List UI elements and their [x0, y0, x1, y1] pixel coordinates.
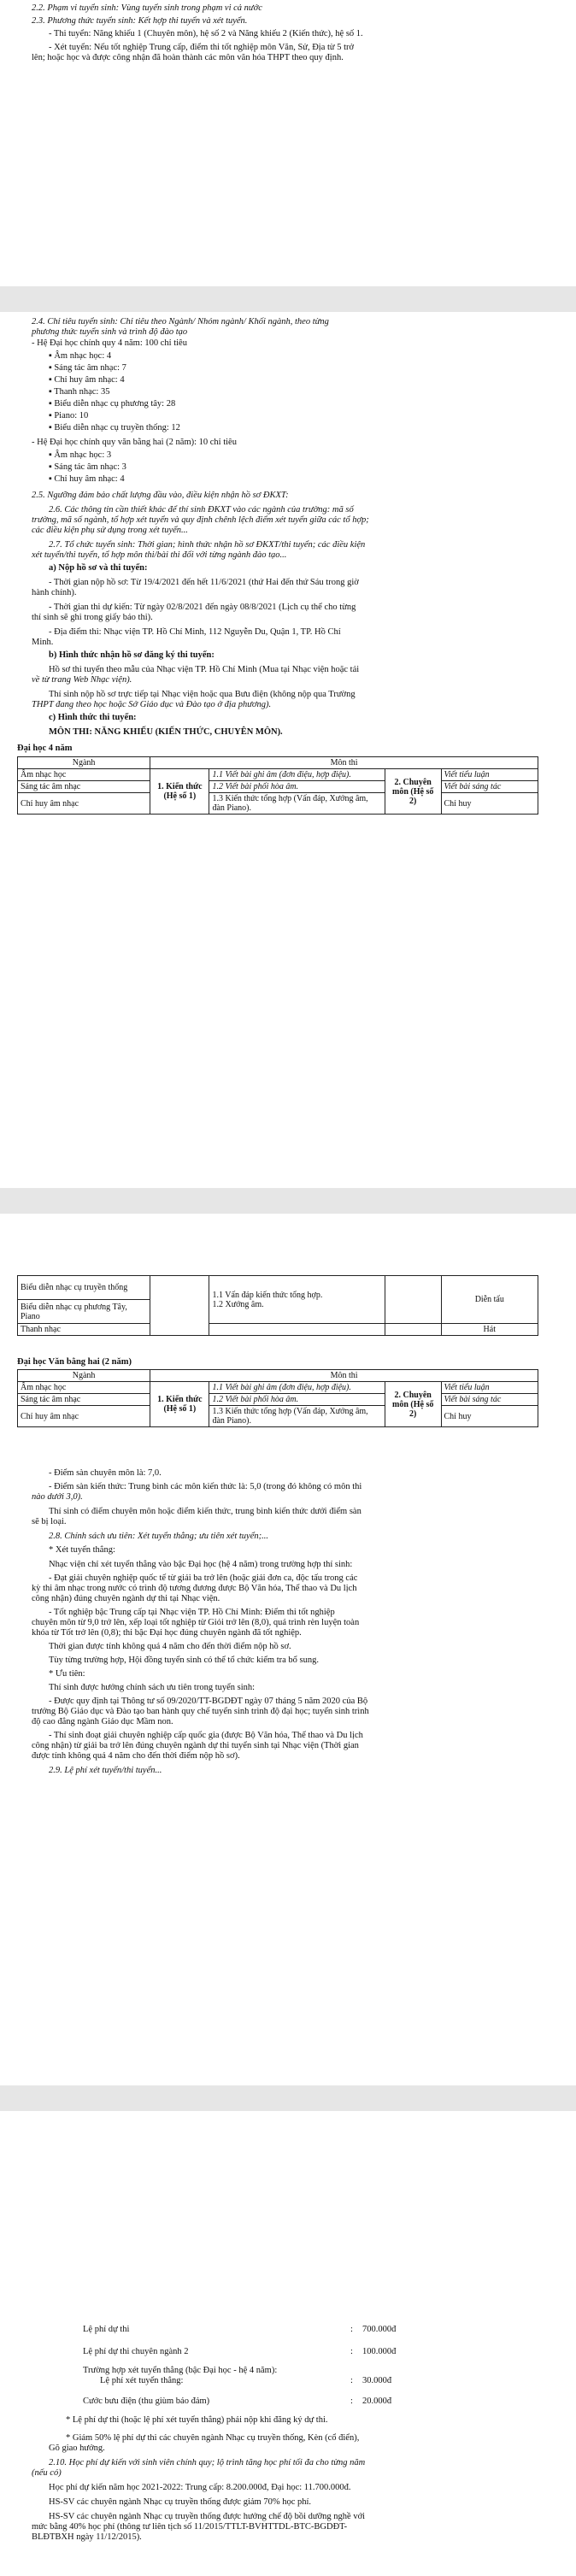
text-line: nào dưới 3,0). [32, 1492, 83, 1502]
text-line: lên; hoặc học và được công nhận đã hoàn thành các môn văn hóa THPT theo quy định. [32, 53, 344, 62]
text-line: mức bằng 40% học phí (thông tư liên tịch số 11/2015/TTLT-BVHTTDL-BTC-BGDĐT- [32, 2522, 348, 2532]
text-line: phương thức tuyển sinh và trình độ đào tạo [32, 327, 188, 337]
table-cell: Ngành [18, 757, 150, 769]
text-line: - Thời gian nộp hồ sơ: Từ 19/4/2021 đến hết 11/6/2021 (thứ Hai đến thứ Sáu trong giờ [49, 578, 359, 587]
table-cell: Chỉ huy âm nhạc [18, 1406, 150, 1427]
text-line: MÔN THI: NĂNG KHIẾU (KIẾN THỨC, CHUYÊN MÔN). [49, 727, 283, 737]
table-cell: 1.3 Kiến thức tổng hợp (Vấn đáp, Xướng âm, đàn Piano). [209, 793, 385, 815]
text-line: Tùy từng trường hợp, Hội đồng tuyển sinh có thể tổ chức kiểm tra bổ sung. [49, 1656, 320, 1665]
text-line: ▪ Chỉ huy âm nhạc: 4 [49, 375, 125, 385]
text-line: * Ưu tiên: [49, 1669, 85, 1679]
table-cell [385, 1276, 441, 1324]
subject-line: 1.2 Xướng âm. [212, 1299, 264, 1309]
text-line: ▪ Thanh nhạc: 35 [49, 387, 110, 397]
table-cell: Ngành [18, 1370, 150, 1382]
text-line: Minh. [32, 638, 54, 647]
page-separator [0, 2085, 576, 2111]
table-cell: Biểu diễn nhạc cụ phương Tây, Piano [18, 1300, 150, 1324]
text-line: chuyên môn từ 9,0 trở lên, xếp loại tốt nghiệp từ Giỏi trở lên (8,0), quá trình rèn luyện toàn [32, 1618, 360, 1627]
table-cell: 1.3 Kiến thức tổng hợp (Vấn đáp, Xướng âm, đàn Piano). [209, 1406, 385, 1427]
table-cell: Viết bài sáng tác [441, 1394, 538, 1406]
table-cell: Âm nhạc học [18, 1382, 150, 1394]
text-line: Gõ giao hưởng. [49, 2444, 105, 2453]
document-page-4 [0, 2308, 576, 2576]
text-line: Học phí dự kiến năm học 2021-2022: Trung cấp: 8.200.000đ, Đại học: 11.700.000đ. [49, 2483, 351, 2492]
text-line: - Thí sinh đoạt giải chuyên nghiệp cấp quốc gia (được Bộ Văn hóa, Thể thao và Du lịch [49, 1731, 363, 1740]
table-cell: Diễn tấu [441, 1276, 538, 1324]
text-line: 2.8. Chính sách ưu tiên: Xét tuyển thẳng; ưu tiên xét tuyển;... [49, 1532, 268, 1541]
table-cell: Thanh nhạc [18, 1324, 150, 1336]
text-line: ▪ Âm nhạc học: 4 [49, 351, 112, 361]
text-line: các điều kiện phụ sử dụng trong xét tuyển... [32, 526, 188, 535]
table-cell [150, 1276, 209, 1336]
table-cell: Biểu diễn nhạc cụ truyền thống [18, 1276, 150, 1300]
text-line: 2.4. Chỉ tiêu tuyển sinh: Chỉ tiêu theo Ngành/ Nhóm ngành/ Khối ngành, theo từng [32, 317, 329, 326]
text-line: công nhận) từ giải ba trở lên đúng chuyên ngành dự thi tuyển sinh tại Nhạc viện (Thời gian [32, 1741, 359, 1750]
text-line: được tính không quá 4 năm cho đến thời điểm nộp hồ sơ). [32, 1751, 240, 1761]
text-line: 2.9. Lệ phí xét tuyển/thi tuyển... [49, 1766, 162, 1775]
text-line: Thí sinh nộp hồ sơ trực tiếp tại Nhạc viện hoặc qua Bưu điện (không nộp qua Trường [49, 690, 356, 699]
table-cell: Môn thi [150, 757, 538, 769]
text-line: kỳ thi âm nhạc trong nước có trình độ tương đương được Bộ Văn hóa, Thể thao và Du lịch [32, 1584, 357, 1593]
table-cell: Sáng tác âm nhạc [18, 1394, 150, 1406]
text-line: 2.6. Các thông tin cần thiết khác để thí sinh ĐKXT vào các ngành của trường: mã số [49, 505, 354, 515]
fee-separator: : [350, 2325, 353, 2334]
text-line: ▪ Sáng tác âm nhạc: 3 [49, 462, 126, 472]
text-line: * Lệ phí dự thi (hoặc lệ phí xét tuyển thẳng) phải nộp khi đăng ký dự thi. [66, 2415, 328, 2425]
table-cell: Viết tiểu luận [441, 769, 538, 781]
text-line: xét tuyển/thi tuyển, tổ hợp môn thi/bài thi đối với từng ngành đào tạo... [32, 550, 287, 560]
text-line: trưởng Bộ Giáo dục và Đào tạo ban hành quy chế tuyển sinh trình độ đại học; tuyển sinh trình [32, 1707, 369, 1716]
table-cell [209, 1276, 385, 1324]
text-line: 2.10. Học phí dự kiến với sinh viên chính quy; lộ trình tăng học phí tối đa cho từng năm [49, 2458, 366, 2467]
text-line: hành chính). [32, 588, 77, 597]
text-line: 2.5. Ngưỡng đảm bảo chất lượng đầu vào, điều kiện nhận hồ sơ ĐKXT: [32, 491, 289, 500]
text-line: - Thi tuyển: Năng khiếu 1 (Chuyên môn), hệ số 2 và Năng khiếu 2 (Kiến thức), hệ số 1. [49, 29, 363, 38]
text-line: Hồ sơ thi tuyển theo mẫu của Nhạc viện TP. Hồ Chí Minh (Mua tại Nhạc viện hoặc tải [49, 665, 360, 674]
text-line: ▪ Biểu diễn nhạc cụ phương tây: 28 [49, 399, 176, 409]
text-line: Đại học 4 năm [17, 744, 73, 753]
exam-subjects-table [17, 1369, 538, 1427]
text-line: * Giảm 50% lệ phí dự thi các chuyên ngành Nhạc cụ truyền thống, Kèn (cổ điển), [66, 2433, 360, 2443]
text-line: THPT đang theo học hoặc Sở Giáo dục và Đào tạo ở địa phương). [32, 700, 272, 709]
text-line: - Điểm sàn chuyên môn là: 7,0. [49, 1468, 162, 1478]
table-cell [385, 1324, 441, 1336]
text-line: sẽ bị loại. [32, 1517, 67, 1526]
text-line: Nhạc viện chỉ xét tuyển thẳng vào bậc Đại học (hệ 4 năm) trong trường hợp thí sinh: [49, 1560, 353, 1569]
table-cell: 1.1 Viết bài ghi âm (đơn điệu, hợp điệu). [209, 769, 385, 781]
table-cell: Chỉ huy [441, 793, 538, 815]
table-cell: 1. Kiến thức (Hệ số 1) [150, 1382, 209, 1427]
text-line: 2.2. Phạm vi tuyển sinh: Vùng tuyển sinh trong phạm vi cả nước [32, 3, 262, 13]
table-cell: Hát [441, 1324, 538, 1336]
fee-value: 30.000đ [362, 2376, 392, 2385]
text-line: - Hệ Đại học chính quy văn bằng hai (2 năm): 10 chỉ tiêu [32, 438, 237, 447]
text-line: Thí sinh được hưởng chính sách ưu tiên trong tuyển sinh: [49, 1683, 256, 1692]
table-cell: 2. Chuyên môn (Hệ số 2) [385, 769, 441, 815]
text-line: ▪ Biểu diễn nhạc cụ truyền thống: 12 [49, 423, 180, 432]
page-separator [0, 1188, 576, 1214]
fee-value: 20.000đ [362, 2397, 392, 2406]
document-page-2 [0, 312, 576, 915]
fee-label: Lệ phí dự thi chuyên ngành 2 [83, 2347, 189, 2356]
text-line: HS-SV các chuyên ngành Nhạc cụ truyền thống được giảm 70% học phí. [49, 2497, 312, 2507]
exam-subjects-table-performance [17, 1275, 538, 1336]
fee-label: Cước bưu điện (thu giùm báo đảm) [83, 2397, 210, 2406]
text-line: - Xét tuyển: Nếu tốt nghiệp Trung cấp, điểm thi tốt nghiệp môn Văn, Sử, Địa từ 5 trở [49, 43, 355, 52]
fee-separator: : [350, 2347, 353, 2356]
text-line: - Đạt giải chuyên nghiệp quốc tế từ giải ba trở lên (hoặc giải đơn ca, độc tấu trong các [49, 1573, 358, 1583]
text-line: - Địa điểm thi: Nhạc viện TP. Hồ Chí Minh, 112 Nguyễn Du, Quận 1, TP. Hồ Chí [49, 627, 341, 637]
text-line: - Thời gian thi dự kiến: Từ ngày 02/8/2021 đến ngày 08/8/2021 (Lịch cụ thể cho từng [49, 603, 356, 612]
table-cell: 1.2 Viết bài phối hòa âm. [209, 781, 385, 793]
text-line: - Hệ Đại học chính quy 4 năm: 100 chỉ tiêu [32, 338, 187, 348]
document-page-1 [0, 0, 576, 103]
table-cell: Âm nhạc học [18, 769, 150, 781]
text-line: ▪ Âm nhạc học: 3 [49, 450, 112, 460]
table-cell: 1.1 Viết bài ghi âm (đơn điệu, hợp điệu). [209, 1382, 385, 1394]
text-line: ▪ Piano: 10 [49, 411, 89, 421]
table-cell: Chỉ huy âm nhạc [18, 793, 150, 815]
text-line: c) Hình thức thi tuyển: [49, 713, 137, 722]
table-cell [209, 1324, 385, 1336]
text-line: - Tốt nghiệp bậc Trung cấp tại Nhạc viện TP. Hồ Chí Minh: Điểm thi tốt nghiệp [49, 1608, 335, 1617]
text-line: công nhận) đúng chuyên ngành dự thi tại Nhạc viện. [32, 1594, 220, 1603]
text-line: thí sinh sẽ ghi trong giấy báo thi). [32, 613, 153, 622]
fee-label: Lệ phí dự thi [83, 2325, 130, 2334]
text-line: ▪ Chỉ huy âm nhạc: 4 [49, 474, 125, 484]
fee-label: Lệ phí xét tuyển thẳng: [100, 2376, 184, 2385]
text-line: b) Hình thức nhận hồ sơ đăng ký thi tuyển: [49, 650, 215, 660]
fee-label: Trường hợp xét tuyển thẳng (bậc Đại học - hệ 4 năm): [83, 2366, 278, 2375]
table-cell: Viết bài sáng tác [441, 781, 538, 793]
table-cell: Chỉ huy [441, 1406, 538, 1427]
fee-separator: : [350, 2376, 353, 2385]
text-line: 2.7. Tổ chức tuyển sinh: Thời gian; hình thức nhận hồ sơ ĐKXT/thi tuyển; các điều kiện [49, 540, 366, 550]
exam-subjects-table [17, 756, 538, 815]
subject-line: 1.1 Vấn đáp kiến thức tổng hợp. [212, 1290, 323, 1300]
table-cell: 1.2 Viết bài phối hòa âm. [209, 1394, 385, 1406]
text-line: HS-SV các chuyên ngành Nhạc cụ truyền thống được hưởng chế độ bồi dưỡng nghề với [49, 2512, 366, 2521]
section-heading: Đại học Văn bằng hai (2 năm) [17, 1357, 132, 1367]
fee-value: 700.000đ [362, 2325, 397, 2334]
table-cell: Viết tiểu luận [441, 1382, 538, 1394]
text-line: - Điểm sàn kiến thức: Trung bình các môn kiến thức là: 5,0 (trong đó không có môn thi [49, 1482, 362, 1491]
text-line: * Xét tuyển thẳng: [49, 1545, 115, 1555]
text-line: Thí sinh có điểm chuyên môn hoặc điểm kiến thức, trung bình kiến thức dưới điểm sàn [49, 1507, 361, 1516]
text-line: 2.3. Phương thức tuyển sinh: Kết hợp thi tuyển và xét tuyển. [32, 16, 248, 26]
fee-value: 100.000đ [362, 2347, 397, 2356]
document-page-3 [0, 1214, 576, 1829]
text-line: BLĐTBXH ngày 11/12/2015). [32, 2532, 142, 2542]
text-line: - Được quy định tại Thông tư số 09/2020/TT-BGDĐT ngày 07 tháng 5 năm 2020 của Bộ [49, 1697, 368, 1706]
table-cell: 2. Chuyên môn (Hệ số 2) [385, 1382, 441, 1427]
table-cell: Môn thi [150, 1370, 538, 1382]
text-line: ▪ Sáng tác âm nhạc: 7 [49, 363, 126, 373]
text-line: về từ trang Web Nhạc viện). [32, 675, 132, 685]
text-line: Thời gian được tính không quá 4 năm cho đến thời điểm nộp hồ sơ. [49, 1642, 291, 1651]
text-line: trường, mã số ngành, tổ hợp xét tuyển và quy định chênh lệch điểm xét tuyển giữa các tổ hợp; [32, 515, 369, 525]
text-line: khóa từ Tốt trở lên (0,8); thi bậc Đại học đúng chuyên ngành đã tốt nghiệp. [32, 1628, 302, 1638]
text-line: độ cao đẳng ngành Giáo dục Mầm non. [32, 1717, 173, 1726]
fee-separator: : [350, 2397, 353, 2406]
page-separator [0, 286, 576, 312]
table-cell: Sáng tác âm nhạc [18, 781, 150, 793]
table-cell: 1. Kiến thức (Hệ số 1) [150, 769, 209, 815]
text-line: a) Nộp hồ sơ và thi tuyển: [49, 563, 148, 573]
text-line: (nếu có) [32, 2468, 62, 2478]
